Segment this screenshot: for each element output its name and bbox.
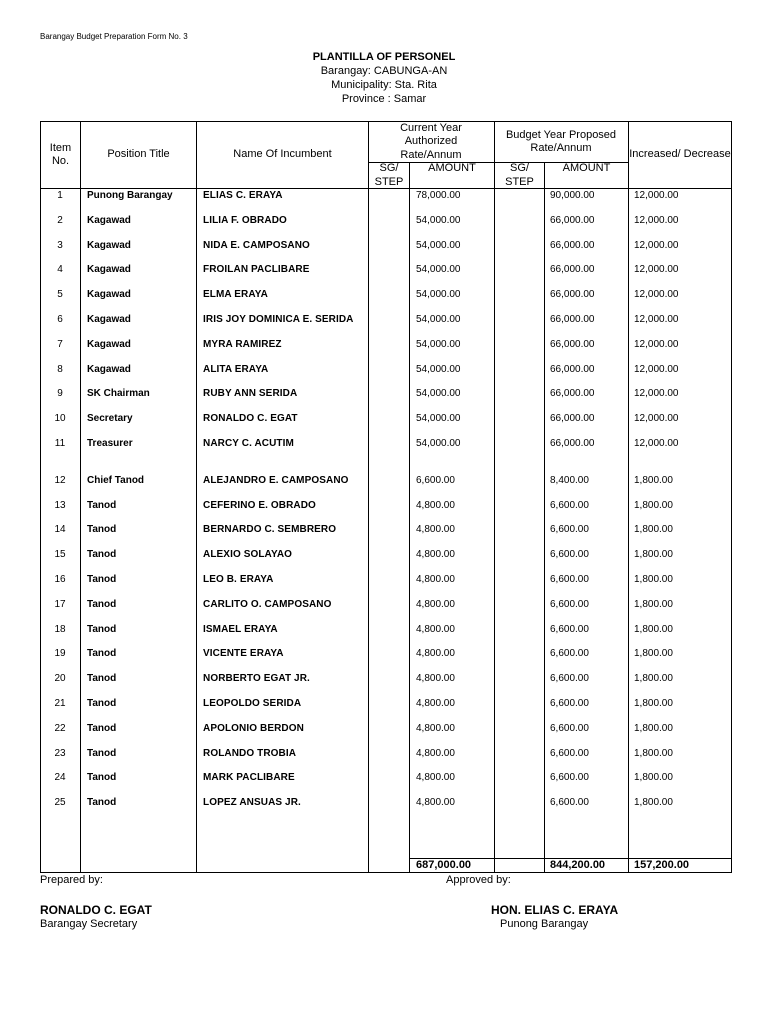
increase-amount: 12,000.00 bbox=[634, 438, 679, 449]
form-number: Barangay Budget Preparation Form No. 3 bbox=[40, 32, 188, 41]
position-title: Kagawad bbox=[87, 338, 131, 350]
current-amount: 4,800.00 bbox=[416, 623, 455, 635]
proposed-amount: 6,600.00 bbox=[550, 574, 589, 585]
increase-amount: 1,800.00 bbox=[634, 499, 673, 511]
item-number: 24 bbox=[54, 772, 66, 784]
item-number: 14 bbox=[54, 524, 66, 536]
position-title: SK Chairman bbox=[87, 388, 150, 400]
current-amount: 4,800.00 bbox=[416, 499, 455, 511]
incumbent-name: MARK PACLIBARE bbox=[203, 772, 295, 784]
incumbent-name: CARLITO O. CAMPOSANO bbox=[203, 598, 332, 610]
increase-amount: 1,800.00 bbox=[634, 598, 673, 610]
current-amount: 4,800.00 bbox=[416, 772, 455, 784]
proposed-amount: 6,600.00 bbox=[550, 772, 589, 784]
proposed-amount: 66,000.00 bbox=[550, 239, 595, 251]
item-number: 1 bbox=[57, 190, 63, 201]
item-number: 13 bbox=[54, 499, 66, 511]
incumbent-name: LOPEZ ANSUAS JR. bbox=[203, 797, 301, 809]
item-number: 21 bbox=[54, 698, 66, 709]
incumbent-name: FROILAN PACLIBARE bbox=[203, 264, 310, 276]
current-amount: 4,800.00 bbox=[416, 698, 455, 709]
increase-amount: 12,000.00 bbox=[634, 363, 679, 375]
table-row bbox=[40, 339, 732, 355]
table-row bbox=[40, 240, 732, 256]
current-amount: 54,000.00 bbox=[416, 413, 461, 425]
position-title: Tanod bbox=[87, 549, 117, 561]
incumbent-name: NARCY C. ACUTIM bbox=[203, 438, 294, 449]
increase-amount: 1,800.00 bbox=[634, 549, 673, 561]
increase-amount: 1,800.00 bbox=[634, 673, 673, 685]
table-row bbox=[40, 500, 732, 516]
current-amount: 54,000.00 bbox=[416, 338, 461, 350]
proposed-amount: 6,600.00 bbox=[550, 648, 589, 660]
increase-amount: 1,800.00 bbox=[634, 574, 673, 585]
proposed-amount: 66,000.00 bbox=[550, 289, 595, 301]
table-row bbox=[40, 190, 732, 206]
incumbent-name: ALITA ERAYA bbox=[203, 363, 269, 375]
position-title: Tanod bbox=[87, 698, 117, 709]
proposed-amount: 6,600.00 bbox=[550, 623, 589, 635]
incumbent-name: ELIAS C. ERAYA bbox=[203, 190, 283, 201]
header-name-of-incumbent: Name Of Incumbent bbox=[233, 148, 332, 161]
proposed-amount: 66,000.00 bbox=[550, 388, 595, 400]
current-amount: 4,800.00 bbox=[416, 673, 455, 685]
approved-by-name: HON. ELIAS C. ERAYA bbox=[491, 903, 619, 917]
item-number: 5 bbox=[57, 289, 63, 301]
position-title: Tanod bbox=[87, 574, 117, 585]
table-row bbox=[40, 289, 732, 305]
proposed-amount: 6,600.00 bbox=[550, 499, 589, 511]
position-title: Tanod bbox=[87, 673, 117, 685]
incumbent-name: ISMAEL ERAYA bbox=[203, 623, 278, 635]
incumbent-name: MYRA RAMIREZ bbox=[203, 338, 282, 350]
position-title: Kagawad bbox=[87, 264, 131, 276]
prepared-by-label: Prepared by: bbox=[40, 874, 103, 886]
increase-amount: 1,800.00 bbox=[634, 648, 673, 660]
increase-amount: 12,000.00 bbox=[634, 264, 679, 276]
header-amount: AMOUNT bbox=[428, 162, 476, 175]
item-number: 20 bbox=[54, 673, 66, 685]
position-title: Kagawad bbox=[87, 214, 131, 226]
approved-by-title: Punong Barangay bbox=[500, 918, 589, 930]
table-row bbox=[40, 413, 732, 429]
position-title: Tanod bbox=[87, 722, 117, 734]
incumbent-name: NIDA E. CAMPOSANO bbox=[203, 239, 310, 251]
increase-amount: 12,000.00 bbox=[634, 314, 679, 325]
item-number: 17 bbox=[54, 598, 66, 610]
position-title: Tanod bbox=[87, 797, 117, 809]
item-number: 23 bbox=[54, 747, 66, 759]
position-title: Tanod bbox=[87, 623, 117, 635]
current-amount: 54,000.00 bbox=[416, 314, 461, 325]
proposed-amount: 66,000.00 bbox=[550, 314, 595, 325]
incumbent-name: BERNARDO C. SEMBRERO bbox=[203, 524, 337, 536]
table-row bbox=[40, 698, 732, 714]
current-amount: 4,800.00 bbox=[416, 574, 455, 585]
item-number: 4 bbox=[57, 264, 63, 276]
increase-amount: 1,800.00 bbox=[634, 524, 673, 536]
header-increase-decrease: Increased/ Decrease bbox=[629, 148, 731, 161]
incumbent-name: LEOPOLDO SERIDA bbox=[203, 698, 302, 709]
table-row bbox=[40, 388, 732, 404]
proposed-amount: 66,000.00 bbox=[550, 438, 595, 449]
increase-amount: 12,000.00 bbox=[634, 388, 679, 400]
position-title: Tanod bbox=[87, 772, 117, 784]
current-amount: 54,000.00 bbox=[416, 264, 461, 276]
table-row bbox=[40, 524, 732, 540]
position-title: Kagawad bbox=[87, 239, 131, 251]
item-number: 3 bbox=[57, 239, 63, 251]
table-row bbox=[40, 599, 732, 615]
table-row bbox=[40, 438, 732, 454]
current-amount: 54,000.00 bbox=[416, 239, 461, 251]
incumbent-name: RUBY ANN SERIDA bbox=[203, 388, 298, 400]
increase-amount: 1,800.00 bbox=[634, 474, 673, 486]
increase-amount: 1,800.00 bbox=[634, 698, 673, 709]
proposed-amount: 6,600.00 bbox=[550, 722, 589, 734]
item-number: 7 bbox=[57, 338, 63, 350]
header-item-no: Item No. bbox=[49, 141, 72, 167]
proposed-amount: 90,000.00 bbox=[550, 190, 595, 201]
current-amount: 54,000.00 bbox=[416, 363, 461, 375]
proposed-amount: 6,600.00 bbox=[550, 747, 589, 759]
incumbent-name: ROLANDO TROBIA bbox=[203, 747, 297, 759]
table-row bbox=[40, 215, 732, 231]
table-row bbox=[40, 574, 732, 590]
table-row bbox=[40, 748, 732, 764]
proposed-amount: 66,000.00 bbox=[550, 214, 595, 226]
position-title: Tanod bbox=[87, 598, 117, 610]
proposed-amount: 66,000.00 bbox=[550, 338, 595, 350]
table-row bbox=[40, 648, 732, 664]
item-number: 8 bbox=[57, 363, 63, 375]
incumbent-name: LILIA F. OBRADO bbox=[203, 214, 287, 226]
increase-amount: 1,800.00 bbox=[634, 623, 673, 635]
position-title: Kagawad bbox=[87, 314, 131, 325]
proposed-amount: 6,600.00 bbox=[550, 698, 589, 709]
current-amount: 4,800.00 bbox=[416, 598, 455, 610]
current-amount: 4,800.00 bbox=[416, 722, 455, 734]
current-amount: 54,000.00 bbox=[416, 388, 461, 400]
increase-amount: 12,000.00 bbox=[634, 413, 679, 425]
item-number: 9 bbox=[57, 388, 63, 400]
position-title: Kagawad bbox=[87, 289, 131, 301]
current-amount: 4,800.00 bbox=[416, 524, 455, 536]
proposed-amount: 8,400.00 bbox=[550, 474, 589, 486]
table-row bbox=[40, 797, 732, 813]
increase-amount: 1,800.00 bbox=[634, 722, 673, 734]
item-number: 6 bbox=[57, 314, 63, 325]
table-row bbox=[40, 673, 732, 689]
table-row bbox=[40, 723, 732, 739]
item-number: 10 bbox=[54, 413, 66, 425]
item-number: 15 bbox=[54, 549, 66, 561]
item-number: 16 bbox=[54, 574, 66, 585]
proposed-amount: 6,600.00 bbox=[550, 549, 589, 561]
header-sg-step: SG/ STEP bbox=[505, 162, 534, 188]
proposed-amount: 66,000.00 bbox=[550, 264, 595, 276]
item-number: 11 bbox=[54, 438, 66, 449]
current-amount: 78,000.00 bbox=[416, 190, 461, 201]
current-amount: 4,800.00 bbox=[416, 797, 455, 809]
header-sg-step: SG/ STEP bbox=[374, 162, 404, 188]
position-title: Tanod bbox=[87, 747, 117, 759]
table-row bbox=[40, 549, 732, 565]
incumbent-name: LEO B. ERAYA bbox=[203, 574, 274, 585]
prepared-by-title: Barangay Secretary bbox=[40, 918, 138, 930]
proposed-amount: 6,600.00 bbox=[550, 673, 589, 685]
incumbent-name: NORBERTO EGAT JR. bbox=[203, 673, 310, 685]
position-title: Kagawad bbox=[87, 363, 131, 375]
position-title: Treasurer bbox=[87, 438, 133, 449]
total-proposed: 844,200.00 bbox=[550, 859, 606, 871]
total-current: 687,000.00 bbox=[416, 859, 472, 871]
current-amount: 4,800.00 bbox=[416, 549, 455, 561]
current-amount: 54,000.00 bbox=[416, 289, 461, 301]
header-position-title: Position Title bbox=[107, 148, 170, 161]
position-title: Chief Tanod bbox=[87, 474, 145, 486]
proposed-amount: 6,600.00 bbox=[550, 598, 589, 610]
approved-by-label: Approved by: bbox=[446, 874, 511, 886]
current-amount: 4,800.00 bbox=[416, 648, 455, 660]
item-number: 12 bbox=[54, 474, 66, 486]
table-row bbox=[40, 264, 732, 280]
item-number: 22 bbox=[54, 722, 66, 734]
document-title: PLANTILLA OF PERSONEL bbox=[312, 51, 456, 63]
incumbent-name: IRIS JOY DOMINICA E. SERIDA bbox=[203, 314, 354, 325]
item-number: 25 bbox=[54, 797, 66, 809]
current-amount: 54,000.00 bbox=[416, 214, 461, 226]
increase-amount: 1,800.00 bbox=[634, 747, 673, 759]
current-amount: 54,000.00 bbox=[416, 438, 461, 449]
table-row bbox=[40, 475, 732, 491]
item-number: 18 bbox=[54, 623, 66, 635]
proposed-amount: 6,600.00 bbox=[550, 524, 589, 536]
proposed-amount: 66,000.00 bbox=[550, 413, 595, 425]
incumbent-name: ALEXIO SOLAYAO bbox=[203, 549, 293, 561]
position-title: Secretary bbox=[87, 413, 133, 425]
position-title: Tanod bbox=[87, 524, 117, 536]
increase-amount: 12,000.00 bbox=[634, 239, 679, 251]
header-current-year: Current Year Authorized Rate/Annum bbox=[400, 121, 462, 161]
increase-amount: 12,000.00 bbox=[634, 190, 679, 201]
increase-amount: 1,800.00 bbox=[634, 797, 673, 809]
increase-amount: 1,800.00 bbox=[634, 772, 673, 784]
municipality-line: Municipality: Sta. Rita bbox=[331, 79, 437, 91]
province-line: Province : Samar bbox=[341, 93, 427, 105]
table-row bbox=[40, 314, 732, 330]
header-amount: AMOUNT bbox=[562, 162, 611, 175]
incumbent-name: CEFERINO E. OBRADO bbox=[203, 499, 316, 511]
table-row bbox=[40, 624, 732, 640]
position-title: Punong Barangay bbox=[87, 190, 173, 201]
position-title: Tanod bbox=[87, 648, 117, 660]
item-number: 19 bbox=[54, 648, 66, 660]
incumbent-name: ALEJANDRO E. CAMPOSANO bbox=[203, 474, 349, 486]
item-number: 2 bbox=[57, 214, 63, 226]
current-amount: 4,800.00 bbox=[416, 747, 455, 759]
incumbent-name: VICENTE ERAYA bbox=[203, 648, 284, 660]
proposed-amount: 6,600.00 bbox=[550, 797, 589, 809]
current-amount: 6,600.00 bbox=[416, 474, 455, 486]
increase-amount: 12,000.00 bbox=[634, 214, 679, 226]
total-increase: 157,200.00 bbox=[634, 859, 690, 871]
table-row bbox=[40, 772, 732, 788]
incumbent-name: APOLONIO BERDON bbox=[203, 722, 304, 734]
header-budget-year: Budget Year Proposed Rate/Annum bbox=[505, 128, 617, 154]
increase-amount: 12,000.00 bbox=[634, 289, 679, 301]
table-row bbox=[40, 364, 732, 380]
increase-amount: 12,000.00 bbox=[634, 338, 679, 350]
incumbent-name: ELMA ERAYA bbox=[203, 289, 268, 301]
proposed-amount: 66,000.00 bbox=[550, 363, 595, 375]
prepared-by-name: RONALDO C. EGAT bbox=[40, 903, 152, 917]
position-title: Tanod bbox=[87, 499, 117, 511]
incumbent-name: RONALDO C. EGAT bbox=[203, 413, 298, 425]
barangay-line: Barangay: CABUNGA-AN bbox=[320, 65, 448, 77]
